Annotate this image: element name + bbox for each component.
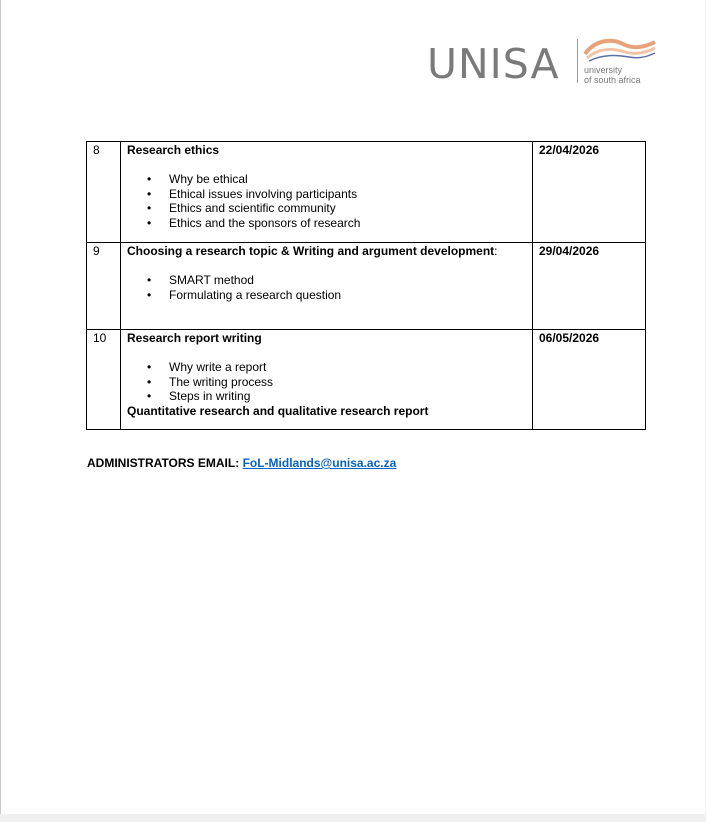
list-item: • Why be ethical — [169, 172, 526, 187]
topic-footer: Quantitative research and qualitative research report — [127, 403, 429, 418]
topic-cell — [121, 243, 533, 330]
topic-title-suffix: : — [494, 244, 498, 258]
admin-email-line — [87, 456, 396, 470]
topic-cell — [121, 142, 533, 243]
list-item: • The writing process — [169, 375, 526, 390]
schedule-table — [86, 141, 646, 430]
table-row — [87, 243, 646, 330]
list-item: • Ethical issues involving participants — [169, 187, 526, 202]
topic-title: Research report writing — [127, 331, 262, 345]
list-item: • Formulating a research question — [169, 288, 526, 303]
list-item: • Ethics and scientific community — [169, 201, 526, 216]
session-date: 22/04/2026 — [533, 142, 646, 243]
topic-title: Choosing a research topic & Writing and argument development — [127, 244, 495, 258]
topic-list — [127, 172, 526, 230]
table-row — [87, 142, 646, 243]
list-item: • Steps in writing — [169, 389, 526, 404]
unisa-logo — [427, 36, 657, 88]
topic-cell — [121, 330, 533, 430]
logo-swoosh-icon — [583, 36, 657, 66]
list-item: • Why write a report — [169, 360, 526, 375]
topic-heading — [127, 244, 526, 259]
session-date: 29/04/2026 — [533, 243, 646, 330]
week-number: 8 — [87, 142, 121, 243]
admin-email-label: ADMINISTRATORS EMAIL: — [87, 456, 243, 470]
table-row — [87, 330, 646, 430]
list-item: • Ethics and the sponsors of research — [169, 216, 526, 231]
logo-divider — [577, 39, 578, 83]
topic-title: Research ethics — [127, 143, 220, 157]
logo-wordmark: UNISA — [427, 40, 560, 88]
topic-list — [127, 360, 526, 404]
list-item: • SMART method — [169, 273, 526, 288]
admin-email-link[interactable]: FoL-Midlands@unisa.ac.za — [242, 456, 397, 470]
topic-list — [127, 273, 526, 302]
week-number: 10 — [87, 330, 121, 430]
logo-subtitle-line1: university — [584, 65, 623, 75]
logo-subtitle-line2: of south africa — [584, 74, 641, 85]
session-date: 06/05/2026 — [533, 330, 646, 430]
week-number: 9 — [87, 243, 121, 330]
logo-subtitle — [584, 66, 641, 85]
